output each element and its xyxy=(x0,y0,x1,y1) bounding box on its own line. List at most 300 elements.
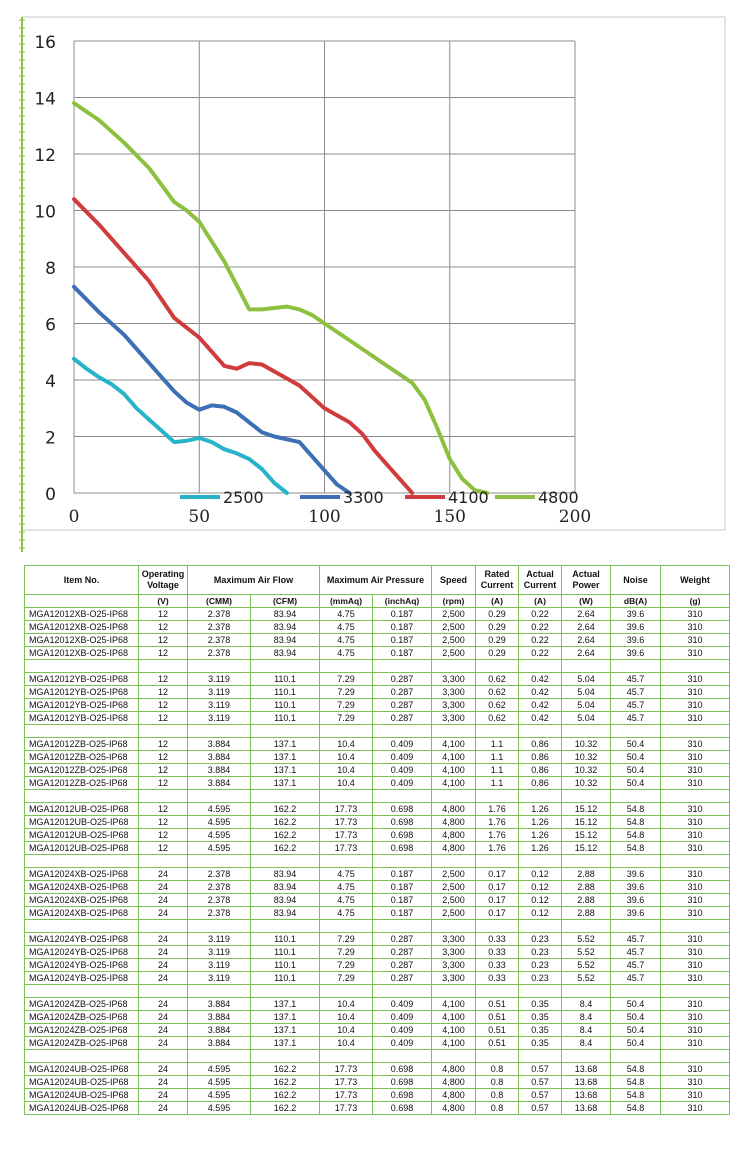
table-cell: 24 xyxy=(139,1076,188,1089)
table-cell: 1.26 xyxy=(519,842,562,855)
header-speed: Speed xyxy=(432,566,476,595)
table-row xyxy=(25,634,730,647)
table-cell: 7.29 xyxy=(320,712,373,725)
table-cell: 137.1 xyxy=(251,751,320,764)
table-cell: 12 xyxy=(139,751,188,764)
table-cell: 7.29 xyxy=(320,972,373,985)
table-cell: 0.8 xyxy=(476,1063,519,1076)
table-cell: 54.8 xyxy=(611,829,661,842)
spacer-cell xyxy=(373,790,432,803)
table-cell: 0.23 xyxy=(519,959,562,972)
table-cell: 12 xyxy=(139,842,188,855)
table-cell: 0.698 xyxy=(373,842,432,855)
table-cell: 0.12 xyxy=(519,881,562,894)
item-no-cell: MGA12024ZB-O25-IP68 xyxy=(25,1011,139,1024)
spacer-cell xyxy=(320,855,373,868)
table-cell: 137.1 xyxy=(251,764,320,777)
table-cell: 12 xyxy=(139,647,188,660)
table-row xyxy=(25,738,730,751)
table-cell: 0.42 xyxy=(519,712,562,725)
table-cell: 54.8 xyxy=(611,803,661,816)
table-cell: 2.64 xyxy=(562,621,611,634)
item-no-cell: MGA12012ZB-O25-IP68 xyxy=(25,751,139,764)
table-cell: 39.6 xyxy=(611,634,661,647)
table-cell: 3,300 xyxy=(432,972,476,985)
table-cell: 310 xyxy=(661,829,730,842)
table-cell: 310 xyxy=(661,816,730,829)
table-cell: 0.29 xyxy=(476,608,519,621)
table-cell: 39.6 xyxy=(611,868,661,881)
table-cell: 162.2 xyxy=(251,1089,320,1102)
table-cell: 0.86 xyxy=(519,738,562,751)
table-row xyxy=(25,842,730,855)
item-no-cell: MGA12012UB-O25-IP68 xyxy=(25,816,139,829)
table-row xyxy=(25,1011,730,1024)
table-cell: 3.119 xyxy=(188,959,251,972)
table-cell: 310 xyxy=(661,1089,730,1102)
table-cell: 39.6 xyxy=(611,621,661,634)
table-cell: 0.23 xyxy=(519,933,562,946)
table-cell: 3,300 xyxy=(432,946,476,959)
spacer-cell xyxy=(373,920,432,933)
item-no-cell: MGA12024UB-O25-IP68 xyxy=(25,1063,139,1076)
table-cell: 0.23 xyxy=(519,972,562,985)
table-cell: 3,300 xyxy=(432,959,476,972)
table-cell: 12 xyxy=(139,686,188,699)
table-cell: 12 xyxy=(139,738,188,751)
group-spacer-row xyxy=(25,985,730,998)
table-cell: 3.884 xyxy=(188,1024,251,1037)
table-cell: 83.94 xyxy=(251,894,320,907)
table-cell: 24 xyxy=(139,998,188,1011)
table-row xyxy=(25,1102,730,1115)
table-cell: 3.884 xyxy=(188,777,251,790)
table-cell: 1.1 xyxy=(476,764,519,777)
table-cell: 3.884 xyxy=(188,751,251,764)
table-cell: 15.12 xyxy=(562,842,611,855)
x-tick-label: 150 xyxy=(433,507,466,527)
table-cell: 2.378 xyxy=(188,868,251,881)
table-cell: 0.17 xyxy=(476,881,519,894)
table-cell: 7.29 xyxy=(320,699,373,712)
table-cell: 0.187 xyxy=(373,608,432,621)
spacer-cell xyxy=(320,660,373,673)
table-row xyxy=(25,686,730,699)
table-cell: 0.57 xyxy=(519,1089,562,1102)
spacer-cell xyxy=(139,660,188,673)
item-no-cell: MGA12012ZB-O25-IP68 xyxy=(25,777,139,790)
table-cell: 310 xyxy=(661,1011,730,1024)
table-cell: 2,500 xyxy=(432,608,476,621)
table-cell: 110.1 xyxy=(251,959,320,972)
table-cell: 4.75 xyxy=(320,621,373,634)
table-cell: 0.187 xyxy=(373,907,432,920)
table-cell: 310 xyxy=(661,673,730,686)
table-cell: 54.8 xyxy=(611,1102,661,1115)
table-cell: 0.8 xyxy=(476,1076,519,1089)
table-cell: 310 xyxy=(661,1063,730,1076)
table-cell: 10.4 xyxy=(320,998,373,1011)
header-operating-voltage: Operating Voltage xyxy=(139,566,188,595)
table-cell: 1.1 xyxy=(476,738,519,751)
spacer-cell xyxy=(139,920,188,933)
table-cell: 1.1 xyxy=(476,777,519,790)
table-cell: 17.73 xyxy=(320,816,373,829)
spacer-cell xyxy=(373,660,432,673)
table-cell: 2,500 xyxy=(432,621,476,634)
table-cell: 2,500 xyxy=(432,894,476,907)
table-cell: 0.33 xyxy=(476,933,519,946)
item-no-cell: MGA12024UB-O25-IP68 xyxy=(25,1089,139,1102)
y-tick-label: 10 xyxy=(34,202,56,223)
spacer-cell xyxy=(611,790,661,803)
table-cell: 0.187 xyxy=(373,881,432,894)
table-cell: 0.287 xyxy=(373,686,432,699)
table-cell: 3.119 xyxy=(188,699,251,712)
table-cell: 310 xyxy=(661,946,730,959)
legend-label: 2500 xyxy=(223,488,264,507)
table-cell: 17.73 xyxy=(320,1089,373,1102)
table-cell: 137.1 xyxy=(251,998,320,1011)
x-tick-label: 0 xyxy=(68,507,80,527)
spacer-cell xyxy=(188,725,251,738)
item-no-cell: MGA12012YB-O25-IP68 xyxy=(25,686,139,699)
table-cell: 12 xyxy=(139,608,188,621)
item-no-cell: MGA12012ZB-O25-IP68 xyxy=(25,764,139,777)
unit-cell: (A) xyxy=(476,595,519,608)
table-cell: 3.119 xyxy=(188,972,251,985)
spacer-cell xyxy=(432,920,476,933)
item-no-cell: MGA12012YB-O25-IP68 xyxy=(25,712,139,725)
spacer-cell xyxy=(611,1050,661,1063)
table-row xyxy=(25,712,730,725)
table-cell: 12 xyxy=(139,777,188,790)
table-cell: 12 xyxy=(139,803,188,816)
table-cell: 2,500 xyxy=(432,868,476,881)
table-row xyxy=(25,1037,730,1050)
table-cell: 310 xyxy=(661,998,730,1011)
table-cell: 1.76 xyxy=(476,842,519,855)
group-spacer-row xyxy=(25,790,730,803)
spacer-cell xyxy=(251,725,320,738)
spacer-cell xyxy=(519,725,562,738)
table-cell: 0.187 xyxy=(373,621,432,634)
table-row xyxy=(25,894,730,907)
spec-table xyxy=(24,565,730,1115)
spacer-cell xyxy=(25,920,139,933)
unit-cell: (CMM) xyxy=(188,595,251,608)
table-cell: 4.595 xyxy=(188,1089,251,1102)
table-cell: 4.75 xyxy=(320,907,373,920)
spacer-cell xyxy=(320,920,373,933)
table-cell: 0.86 xyxy=(519,764,562,777)
spacer-cell xyxy=(139,790,188,803)
table-cell: 4.75 xyxy=(320,868,373,881)
y-tick-label: 0 xyxy=(45,485,56,505)
table-cell: 45.7 xyxy=(611,972,661,985)
spacer-cell xyxy=(432,1050,476,1063)
performance-chart-svg xyxy=(0,0,750,555)
table-cell: 10.4 xyxy=(320,1024,373,1037)
table-cell: 3.119 xyxy=(188,712,251,725)
table-cell: 4,800 xyxy=(432,1063,476,1076)
unit-cell: (A) xyxy=(519,595,562,608)
table-cell: 2.64 xyxy=(562,634,611,647)
table-cell: 4,800 xyxy=(432,1102,476,1115)
table-cell: 310 xyxy=(661,894,730,907)
table-cell: 0.698 xyxy=(373,803,432,816)
table-cell: 39.6 xyxy=(611,894,661,907)
table-cell: 5.52 xyxy=(562,972,611,985)
table-cell: 15.12 xyxy=(562,829,611,842)
table-row xyxy=(25,959,730,972)
spacer-cell xyxy=(519,660,562,673)
table-cell: 7.29 xyxy=(320,933,373,946)
table-cell: 12 xyxy=(139,764,188,777)
spacer-cell xyxy=(373,985,432,998)
y-tick-label: 6 xyxy=(45,315,56,336)
spacer-cell xyxy=(661,985,730,998)
table-cell: 310 xyxy=(661,712,730,725)
item-no-cell: MGA12024YB-O25-IP68 xyxy=(25,959,139,972)
spacer-cell xyxy=(476,660,519,673)
spacer-cell xyxy=(188,1050,251,1063)
table-cell: 1.76 xyxy=(476,803,519,816)
spacer-cell xyxy=(519,790,562,803)
table-cell: 0.42 xyxy=(519,686,562,699)
item-no-cell: MGA12024ZB-O25-IP68 xyxy=(25,998,139,1011)
group-spacer-row xyxy=(25,660,730,673)
item-no-cell: MGA12012YB-O25-IP68 xyxy=(25,673,139,686)
table-cell: 4.595 xyxy=(188,1076,251,1089)
spacer-cell xyxy=(519,855,562,868)
table-row xyxy=(25,972,730,985)
table-cell: 137.1 xyxy=(251,1037,320,1050)
table-cell: 2,500 xyxy=(432,634,476,647)
table-cell: 4.75 xyxy=(320,634,373,647)
table-cell: 4.595 xyxy=(188,1063,251,1076)
table-cell: 310 xyxy=(661,881,730,894)
table-cell: 45.7 xyxy=(611,699,661,712)
table-cell: 0.33 xyxy=(476,946,519,959)
spacer-cell xyxy=(562,725,611,738)
table-cell: 0.17 xyxy=(476,907,519,920)
series-line-3300 xyxy=(74,287,350,493)
table-cell: 0.287 xyxy=(373,673,432,686)
table-cell: 4,100 xyxy=(432,998,476,1011)
item-no-cell: MGA12024XB-O25-IP68 xyxy=(25,894,139,907)
table-cell: 0.57 xyxy=(519,1102,562,1115)
table-cell: 110.1 xyxy=(251,699,320,712)
table-cell: 137.1 xyxy=(251,777,320,790)
table-cell: 0.409 xyxy=(373,998,432,1011)
spacer-cell xyxy=(251,660,320,673)
table-cell: 310 xyxy=(661,621,730,634)
table-cell: 4.75 xyxy=(320,894,373,907)
table-cell: 2.378 xyxy=(188,608,251,621)
table-cell: 39.6 xyxy=(611,881,661,894)
table-cell: 54.8 xyxy=(611,1089,661,1102)
spacer-cell xyxy=(661,660,730,673)
table-cell: 45.7 xyxy=(611,686,661,699)
table-cell: 0.51 xyxy=(476,998,519,1011)
table-cell: 0.409 xyxy=(373,751,432,764)
group-spacer-row xyxy=(25,1050,730,1063)
table-cell: 2.378 xyxy=(188,647,251,660)
table-cell: 17.73 xyxy=(320,1102,373,1115)
table-cell: 137.1 xyxy=(251,1024,320,1037)
table-cell: 83.94 xyxy=(251,621,320,634)
table-cell: 5.52 xyxy=(562,946,611,959)
table-cell: 0.698 xyxy=(373,1089,432,1102)
table-cell: 24 xyxy=(139,959,188,972)
x-tick-label: 100 xyxy=(308,507,341,527)
table-cell: 50.4 xyxy=(611,1037,661,1050)
unit-cell: dB(A) xyxy=(611,595,661,608)
item-no-cell: MGA12012XB-O25-IP68 xyxy=(25,634,139,647)
table-cell: 4.595 xyxy=(188,1102,251,1115)
table-cell: 2.378 xyxy=(188,634,251,647)
table-cell: 110.1 xyxy=(251,933,320,946)
item-no-cell: MGA12024UB-O25-IP68 xyxy=(25,1076,139,1089)
table-cell: 0.42 xyxy=(519,699,562,712)
table-cell: 3.884 xyxy=(188,1011,251,1024)
header-max-air-pressure: Maximum Air Pressure xyxy=(320,566,432,595)
table-cell: 12 xyxy=(139,829,188,842)
table-cell: 0.12 xyxy=(519,868,562,881)
table-cell: 2.378 xyxy=(188,881,251,894)
table-cell: 4.75 xyxy=(320,647,373,660)
table-cell: 0.35 xyxy=(519,1037,562,1050)
item-no-cell: MGA12012UB-O25-IP68 xyxy=(25,803,139,816)
table-cell: 0.51 xyxy=(476,1011,519,1024)
table-cell: 12 xyxy=(139,673,188,686)
table-cell: 162.2 xyxy=(251,842,320,855)
spacer-cell xyxy=(476,920,519,933)
table-cell: 1.26 xyxy=(519,829,562,842)
table-cell: 24 xyxy=(139,881,188,894)
table-body xyxy=(25,608,730,1115)
spacer-cell xyxy=(373,725,432,738)
table-cell: 1.26 xyxy=(519,816,562,829)
table-cell: 310 xyxy=(661,751,730,764)
table-cell: 13.68 xyxy=(562,1063,611,1076)
y-tick-label: 4 xyxy=(45,372,56,392)
unit-cell: (CFM) xyxy=(251,595,320,608)
spacer-cell xyxy=(251,1050,320,1063)
spacer-cell xyxy=(251,790,320,803)
table-cell: 4,100 xyxy=(432,1011,476,1024)
header-rated-current: Rated Current xyxy=(476,566,519,595)
x-tick-label: 200 xyxy=(558,507,592,527)
table-cell: 83.94 xyxy=(251,634,320,647)
table-cell: 83.94 xyxy=(251,881,320,894)
spacer-cell xyxy=(611,985,661,998)
table-cell: 0.12 xyxy=(519,894,562,907)
table-row xyxy=(25,673,730,686)
table-cell: 3,300 xyxy=(432,686,476,699)
table-cell: 7.29 xyxy=(320,686,373,699)
table-cell: 83.94 xyxy=(251,647,320,660)
table-cell: 0.57 xyxy=(519,1076,562,1089)
table-cell: 0.287 xyxy=(373,959,432,972)
table-row xyxy=(25,816,730,829)
header-weight: Weight xyxy=(661,566,730,595)
item-no-cell: MGA12024ZB-O25-IP68 xyxy=(25,1024,139,1037)
table-cell: 2.378 xyxy=(188,621,251,634)
table-cell: 0.8 xyxy=(476,1102,519,1115)
table-cell: 162.2 xyxy=(251,816,320,829)
table-cell: 0.17 xyxy=(476,894,519,907)
table-cell: 5.04 xyxy=(562,686,611,699)
spacer-cell xyxy=(25,1050,139,1063)
table-cell: 3.119 xyxy=(188,933,251,946)
spacer-cell xyxy=(562,855,611,868)
table-cell: 0.287 xyxy=(373,972,432,985)
table-cell: 17.73 xyxy=(320,1063,373,1076)
table-cell: 137.1 xyxy=(251,1011,320,1024)
table-cell: 3,300 xyxy=(432,712,476,725)
table-cell: 50.4 xyxy=(611,738,661,751)
spacer-cell xyxy=(661,725,730,738)
unit-cell: (V) xyxy=(139,595,188,608)
table-cell: 83.94 xyxy=(251,868,320,881)
table-cell: 10.4 xyxy=(320,1011,373,1024)
spacer-cell xyxy=(611,855,661,868)
table-cell: 10.32 xyxy=(562,751,611,764)
table-cell: 3.884 xyxy=(188,1037,251,1050)
table-cell: 45.7 xyxy=(611,673,661,686)
spacer-cell xyxy=(661,790,730,803)
table-cell: 4,800 xyxy=(432,829,476,842)
table-cell: 12 xyxy=(139,634,188,647)
header-item-no: Item No. xyxy=(25,566,139,595)
spacer-cell xyxy=(139,1050,188,1063)
spacer-cell xyxy=(661,855,730,868)
table-cell: 13.68 xyxy=(562,1089,611,1102)
table-cell: 7.29 xyxy=(320,959,373,972)
spacer-cell xyxy=(139,985,188,998)
legend-label: 3300 xyxy=(343,488,384,507)
table-cell: 5.52 xyxy=(562,933,611,946)
spacer-cell xyxy=(320,985,373,998)
unit-cell: (W) xyxy=(562,595,611,608)
group-spacer-row xyxy=(25,725,730,738)
item-no-cell: MGA12024XB-O25-IP68 xyxy=(25,881,139,894)
table-cell: 2,500 xyxy=(432,907,476,920)
spacer-cell xyxy=(661,920,730,933)
table-cell: 0.287 xyxy=(373,712,432,725)
table-cell: 10.4 xyxy=(320,777,373,790)
header-row xyxy=(25,566,730,595)
spacer-cell xyxy=(519,1050,562,1063)
table-cell: 12 xyxy=(139,699,188,712)
spacer-cell xyxy=(661,1050,730,1063)
table-cell: 310 xyxy=(661,803,730,816)
spacer-cell xyxy=(611,920,661,933)
table-cell: 310 xyxy=(661,608,730,621)
table-cell: 0.29 xyxy=(476,647,519,660)
y-tick-label: 14 xyxy=(34,89,56,110)
table-cell: 0.698 xyxy=(373,1063,432,1076)
table-cell: 0.409 xyxy=(373,764,432,777)
table-cell: 39.6 xyxy=(611,647,661,660)
item-no-cell: MGA12024YB-O25-IP68 xyxy=(25,972,139,985)
table-cell: 54.8 xyxy=(611,1063,661,1076)
table-cell: 4.595 xyxy=(188,803,251,816)
table-cell: 0.35 xyxy=(519,998,562,1011)
table-row xyxy=(25,1024,730,1037)
